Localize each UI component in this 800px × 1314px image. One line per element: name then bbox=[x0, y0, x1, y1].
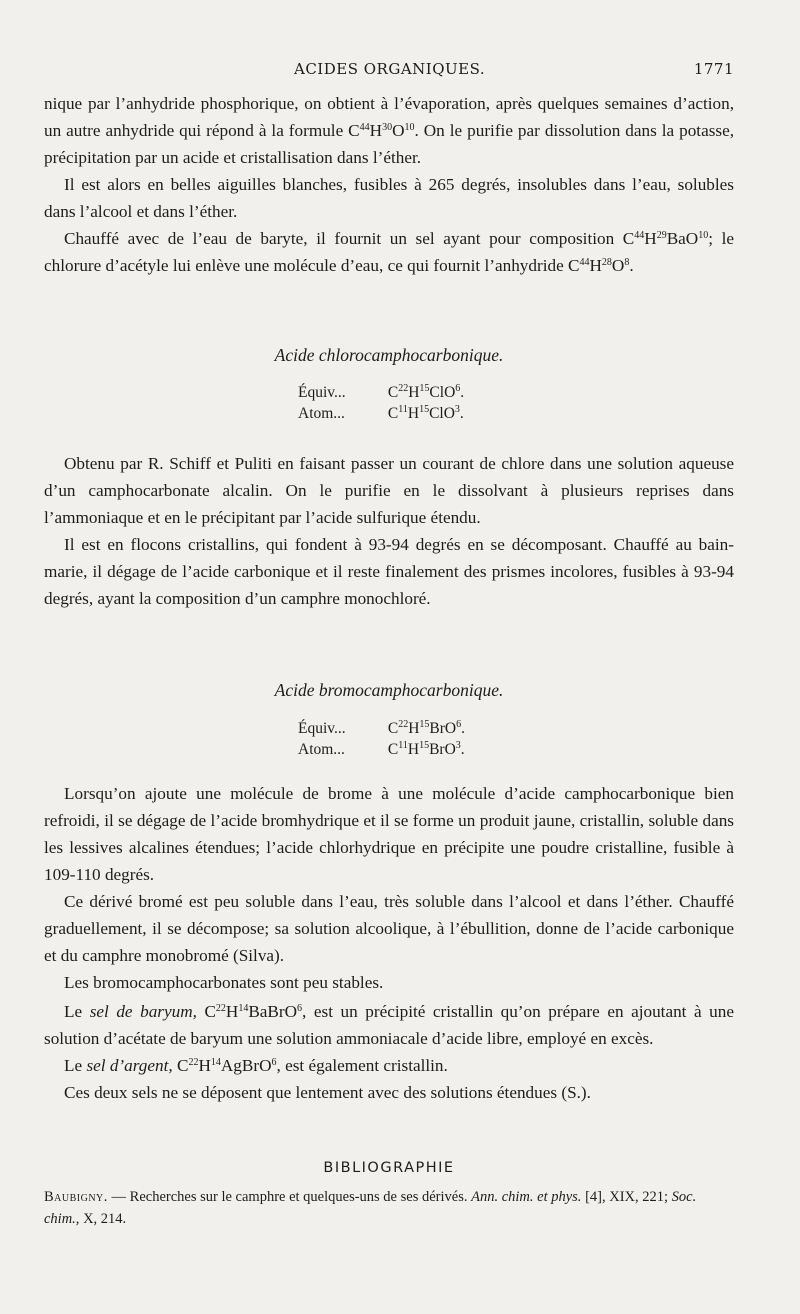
paragraph-9: Le sel de baryum, $C^{22}H^{14}BaBrO^6$, est un précipité cristallin qu’on prépare en ajoutant à une solution d’acétate de baryum une solution ammoniacale d’acide libre, employé en excès. bbox=[44, 1002, 734, 1048]
biblio-ref-2: X, 214. bbox=[79, 1211, 127, 1227]
bibliography-title: BIBLIOGRAPHIE bbox=[323, 1160, 455, 1176]
text-block-3 bbox=[44, 780, 734, 996]
salt-name-baryum: sel de baryum, bbox=[89, 1002, 197, 1021]
equiv-label: Équiv... bbox=[298, 384, 346, 401]
atom-formula: $C^{11}H^{15}BrO^3$. bbox=[387, 740, 465, 758]
atom-label: Atom... bbox=[298, 405, 345, 422]
formula-block-bromo bbox=[298, 718, 465, 760]
biblio-author: Baubigny. bbox=[44, 1189, 108, 1205]
text-block-1 bbox=[44, 90, 734, 279]
paragraph-8: Les bromocamphocarbonates sont peu stables. bbox=[64, 973, 384, 992]
equiv-formula: $C^{22}H^{15}BrO^6$. bbox=[387, 719, 465, 737]
paragraph-6: Lorsqu’on ajoute une molécule de brome à une molécule d’acide camphocarbonique bien refroidi, il se dégage de l’acide bromhydrique et il se forme un produit jaune, cristallin, soluble dans les lessives alcalines étendues; l’acide chlorhydrique en précipite une poudre cristalline, fusible à 109-110 degrés. bbox=[44, 784, 734, 884]
biblio-text: — Recherches sur le camphre et quelques-uns de ses dérivés. bbox=[107, 1189, 468, 1205]
formula-block-chloro bbox=[298, 382, 464, 424]
atom-formula: $C^{11}H^{15}ClO^3$. bbox=[387, 404, 464, 422]
atom-label: Atom... bbox=[298, 741, 345, 758]
biblio-journal-2: Soc. chim., bbox=[44, 1189, 697, 1227]
paragraph-2: Il est alors en belles aiguilles blanches, fusibles à 265 degrés, insolubles dans l’eau, solubles dans l’alcool et dans l’éther. bbox=[44, 175, 734, 221]
running-header bbox=[44, 60, 734, 84]
section-heading-bromo: Acide bromocamphocarbonique. bbox=[274, 680, 504, 700]
biblio-journal-1: Ann. chim. et phys. bbox=[471, 1189, 582, 1205]
header-title: ACIDES ORGANIQUES. bbox=[294, 60, 486, 78]
text-block-4 bbox=[44, 998, 734, 1106]
page-number: 1771 bbox=[693, 60, 734, 78]
paragraph-10: Le sel d’argent, $C^{22}H^{14}AgBrO^6$, est également cristallin. bbox=[64, 1056, 448, 1075]
paragraph-1: nique par l’anhydride phosphorique, on obtient à l’évaporation, après quelques semaines d’action, un autre anhydride qui répond à la formule $C^{44}H^{30}O^{10}$. On le purifie par dissolution dans la potasse, précipitation par un acide et cristallisation dans l’éther. bbox=[44, 94, 735, 167]
paragraph-5: Il est en flocons cristallins, qui fondent à 93-94 degrés en se décomposant. Chauffé au bain-marie, il dégage de l’acide carbonique et il reste finalement des prismes incolores, fusibles à 93-94 degrés, ayant la composition d’un camphre monochloré. bbox=[44, 535, 734, 608]
equiv-label: Équiv... bbox=[298, 720, 346, 737]
bibliography-entry bbox=[44, 1186, 734, 1230]
paragraph-4: Obtenu par R. Schiff et Puliti en faisant passer un courant de chlore dans une solution aqueuse d’un camphocarbonate alcalin. On le purifie en le dissolvant à plusieurs reprises dans l’ammoniaque et en le précipitant par l’acide sulfurique étendu. bbox=[44, 454, 734, 527]
text-block-2 bbox=[44, 450, 734, 612]
paragraph-11: Ces deux sels ne se déposent que lentement avec des solutions étendues (S.). bbox=[64, 1083, 591, 1102]
equiv-formula: $C^{22}H^{15}ClO^6$. bbox=[387, 383, 465, 401]
biblio-ref-1: [4], XIX, 221; bbox=[581, 1189, 669, 1205]
paragraph-7: Ce dérivé bromé est peu soluble dans l’eau, très soluble dans l’alcool et dans l’éther. Chauffé graduellement, il se décompose; sa solution alcoolique, à l’ébullition, donne de l’acide carbonique et du camphre monobromé (Silva). bbox=[44, 892, 734, 965]
section-heading-chloro: Acide chlorocamphocarbonique. bbox=[274, 345, 504, 365]
paragraph-3: Chauffé avec de l’eau de baryte, il fournit un sel ayant pour composition $C^{44}H^{29}BaO^{10}$; le chlorure d’acétyle lui enlève une molécule d’eau, ce qui fournit l’anhydride $C^{44}H^{28}O^8$. bbox=[44, 229, 734, 275]
salt-name-argent: sel d’argent, bbox=[86, 1056, 173, 1075]
